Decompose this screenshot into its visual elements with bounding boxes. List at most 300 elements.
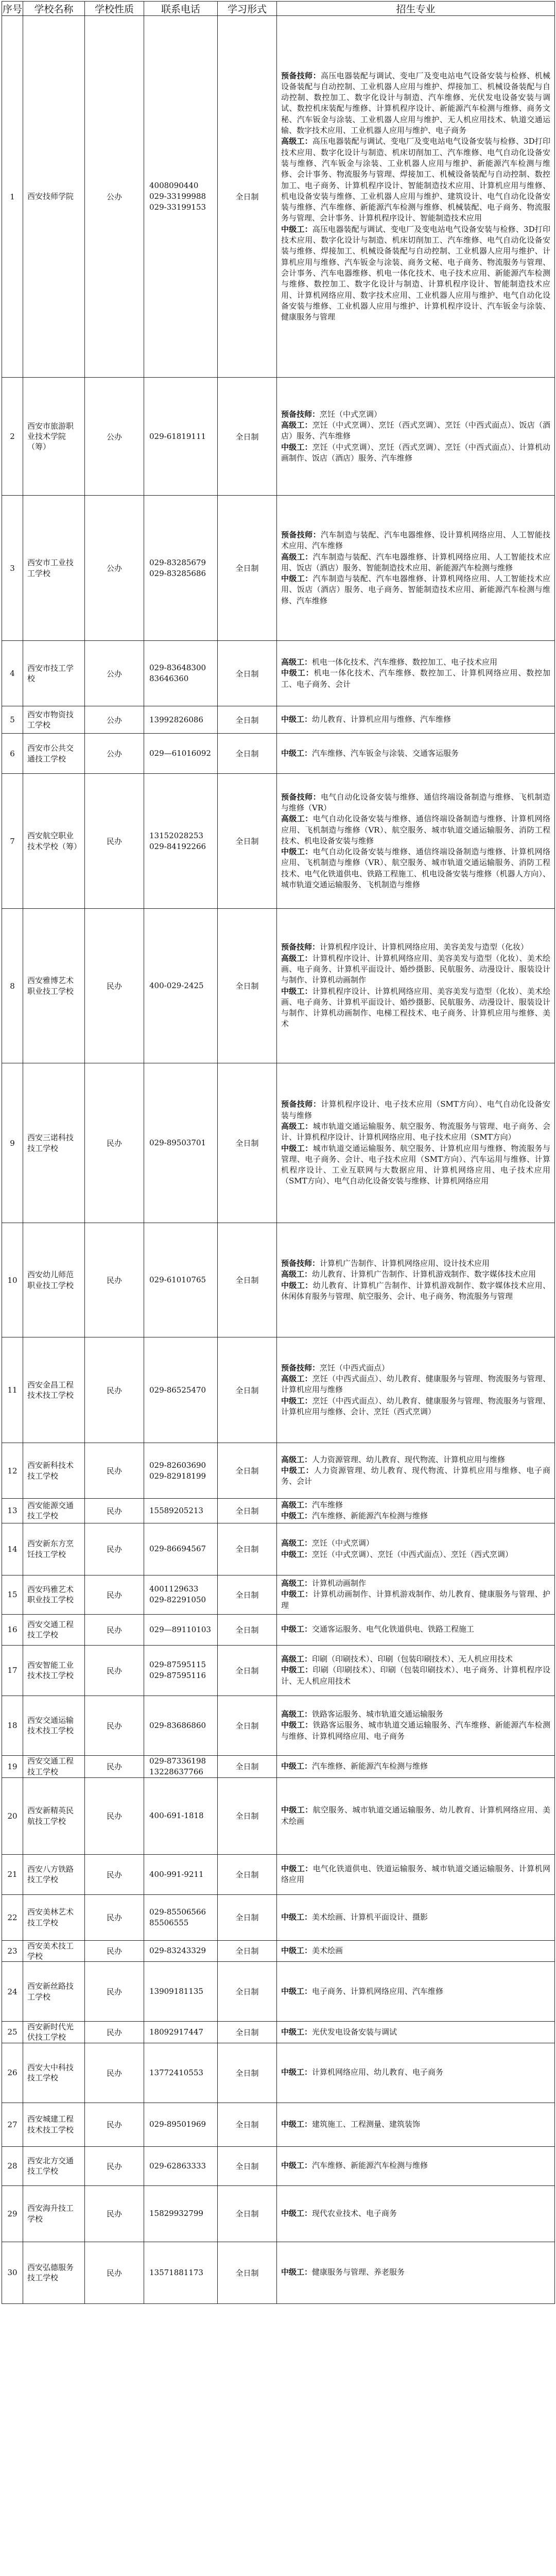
level-majors: 计算机动画制作、计算机游戏制作、幼儿教育、健康服务与管理、护理: [281, 1589, 550, 1610]
major-level: [281, 1538, 550, 1549]
school-name: 西安美术技工学校: [23, 1940, 85, 1962]
row-index: 17: [2, 1645, 23, 1696]
table-row: [2, 734, 555, 774]
major-level: [281, 1624, 550, 1635]
row-index: 15: [2, 1575, 23, 1614]
major-level: [281, 224, 550, 323]
level-label: 高级工：: [281, 1579, 312, 1588]
level-label: 中级工：: [281, 668, 314, 678]
major-level: [281, 814, 550, 846]
major-level: [281, 1099, 550, 1121]
header-row: [2, 2, 555, 16]
majors-cell: [277, 1223, 555, 1337]
level-majors: 光伏发电设备安装与调试: [312, 2027, 397, 2037]
level-label: 中级工：: [281, 986, 312, 996]
row-index: 12: [2, 1443, 23, 1499]
major-level: [281, 2160, 550, 2171]
level-majors: 幼儿教育、计算机应用与维修、汽车维修: [312, 715, 451, 724]
majors-cell: [277, 706, 555, 734]
major-level: [281, 1549, 550, 1560]
majors-cell: [277, 1443, 555, 1499]
study-mode: 全日制: [218, 1499, 277, 1523]
level-label: 中级工：: [281, 1549, 312, 1559]
major-level: [281, 409, 550, 420]
table-row: [2, 1223, 555, 1337]
level-majors: 城市轨道交通运输服务、航空服务、物流服务与管理、电子商务、会计、计算机程序设计、计算机网络应用、电子技术应用（SMT方向）: [281, 1121, 550, 1142]
level-majors: 电子商务、计算机网络应用、汽车维修: [312, 1986, 444, 1996]
phone-number: 400-029-2425: [149, 981, 204, 990]
phone-number: 13992826086: [149, 715, 203, 724]
school-type: 公办: [85, 496, 144, 641]
school-name: 西安航空职业技术学校（筹）: [23, 774, 85, 909]
level-label: 中级工：: [281, 1761, 312, 1771]
school-name: 西安市技工学校: [23, 641, 85, 706]
study-mode: 全日制: [218, 641, 277, 706]
level-majors: 电气自动化设备安装与维修、通信终端设备制造与维修、计算机网络应用、飞机制造与维修（VR）、航空服务、城市轨道交通运输服务、消防工程技术、电气化铁道供电、铁路工程施工、机电设备安装与维修（机器人方向）、城市轨道交通运输服务、飞机制造与维修: [281, 847, 550, 890]
major-level: [281, 1805, 550, 1827]
major-level: [281, 1589, 550, 1611]
major-level: [281, 2208, 550, 2219]
level-label: 预备技师：: [281, 792, 321, 802]
level-label: 中级工：: [281, 2067, 312, 2077]
majors-cell: [277, 1337, 555, 1443]
school-type: 民办: [85, 1962, 144, 2022]
school-type: 公办: [85, 706, 144, 734]
majors-cell: [277, 1777, 555, 1854]
study-mode: 全日制: [218, 1223, 277, 1337]
major-level: [281, 1269, 550, 1280]
major-level: [281, 2119, 550, 2130]
school-name: 西安交通运输技术技工学校: [23, 1696, 85, 1755]
phone-cell: [144, 734, 218, 774]
level-label: 中级工：: [281, 1863, 313, 1873]
level-label: 预备技师：: [281, 530, 321, 539]
row-index: 23: [2, 1940, 23, 1962]
school-name: 西安大中科技技工学校: [23, 2043, 85, 2103]
table-row: [2, 1696, 555, 1755]
major-level: [281, 668, 550, 690]
phone-number: 029-83686860: [149, 1720, 206, 1730]
major-level: [281, 1945, 550, 1956]
phone-number: 029-33199988: [149, 192, 206, 201]
school-name: 西安八方铁路技工学校: [23, 1854, 85, 1894]
level-label: 高级工：: [281, 814, 313, 824]
school-name: 西安交通工程技工学校: [23, 1755, 85, 1777]
level-majors: 汽车维修、汽车钣金与涂装、交通客运服务: [312, 748, 459, 758]
level-majors: 汽车制造与装配、汽车电器维修、计算机网络应用、人工智能技术应用、饭店（酒店）服务、电子商务、智能制造技术应用、新能源汽车检测与维修、汽车维修: [281, 574, 550, 605]
phone-number: 029-82291050: [149, 1595, 206, 1605]
school-type: 民办: [85, 909, 144, 1063]
level-label: 预备技师：: [281, 942, 320, 952]
school-type: 民办: [85, 2146, 144, 2185]
school-name: 西安市公共交通技工学校: [23, 734, 85, 774]
phone-cell: [144, 496, 218, 641]
phone-cell: [144, 1614, 218, 1645]
major-level: [281, 2267, 550, 2278]
level-label: 预备技师：: [281, 1258, 320, 1268]
major-level: [281, 530, 550, 552]
major-level: [281, 552, 550, 574]
header-school-type: 学校性质: [85, 2, 144, 16]
school-name: 西安新时代光伏技工学校: [23, 2022, 85, 2043]
school-name: 西安城建工程技术技工学校: [23, 2103, 85, 2146]
major-level: [281, 1465, 550, 1487]
level-label: 中级工：: [281, 442, 312, 452]
table-row: [2, 1940, 555, 1962]
study-mode: 全日制: [218, 1894, 277, 1940]
level-label: 高级工：: [281, 420, 312, 430]
phone-cell: [144, 16, 218, 378]
majors-cell: [277, 496, 555, 641]
level-label: 中级工：: [281, 1665, 313, 1675]
phone-number: 029—89110103: [149, 1624, 211, 1634]
majors-cell: [277, 2022, 555, 2043]
level-majors: 计算机广告制作、计算机网络应用、设计技术应用: [320, 1258, 490, 1268]
study-mode: 全日制: [218, 1614, 277, 1645]
phone-number: 029-33199153: [149, 202, 206, 212]
phone-cell: [144, 641, 218, 706]
table-row: [2, 1755, 555, 1777]
major-level: [281, 1665, 550, 1687]
majors-cell: [277, 1940, 555, 1962]
phone-cell: [144, 909, 218, 1063]
table-row: [2, 2146, 555, 2185]
school-name: 西安金昌工程技术技工学校: [23, 1337, 85, 1443]
majors-cell: [277, 1523, 555, 1575]
table-row: [2, 1777, 555, 1854]
study-mode: 全日制: [218, 1063, 277, 1223]
major-level: [281, 1454, 550, 1465]
school-type: 民办: [85, 2022, 144, 2043]
table-row: [2, 1063, 555, 1223]
school-type: 公办: [85, 16, 144, 378]
row-index: 29: [2, 2185, 23, 2242]
level-label: 高级工：: [281, 953, 312, 963]
level-majors: 电气自动化设备安装与维修、通信终端设备制造与维修、计算机网络应用、飞机制造与维修（VR）、航空服务、城市轨道交通运输服务、消防工程技术、机电设备安装与维修: [281, 814, 550, 845]
study-mode: 全日制: [218, 378, 277, 496]
major-level: [281, 748, 550, 759]
level-label: 中级工：: [281, 2161, 312, 2171]
majors-cell: [277, 909, 555, 1063]
level-label: 中级工：: [281, 1805, 313, 1815]
majors-cell: [277, 2043, 555, 2103]
school-type: 民办: [85, 774, 144, 909]
phone-number: 13571881173: [149, 2267, 203, 2277]
level-majors: 美术绘画、计算机平面设计、摄影: [312, 1912, 428, 1922]
level-majors: 计算机程序设计、电子技术应用（SMT方向）、电气自动化设备安装与维修: [281, 1099, 550, 1120]
majors-cell: [277, 2103, 555, 2146]
school-name: 西安市物资技工学校: [23, 706, 85, 734]
school-name: 西安新丝路技工学校: [23, 1962, 85, 2022]
row-index: 6: [2, 734, 23, 774]
phone-cell: [144, 1894, 218, 1940]
major-level: [281, 1396, 550, 1418]
row-index: 2: [2, 378, 23, 496]
level-label: 中级工：: [281, 1720, 313, 1730]
level-majors: 铁路客运服务、城市轨道交通运输服务、汽车维修、新能源汽车检测与维修、计算机网络应用、电子商务: [281, 1720, 550, 1741]
level-majors: 航空服务、城市轨道交通运输服务、幼儿教育、计算机网络应用、美术绘画: [281, 1805, 550, 1826]
phone-number: 029-89501969: [149, 2120, 206, 2129]
phone-cell: [144, 706, 218, 734]
row-index: 8: [2, 909, 23, 1063]
study-mode: 全日制: [218, 1645, 277, 1696]
phone-number: 400-691-1818: [149, 1811, 204, 1821]
level-label: 预备技师：: [281, 1363, 320, 1372]
row-index: 22: [2, 1894, 23, 1940]
level-majors: 建筑施工、工程测量、建筑装饰: [312, 2119, 421, 2129]
row-index: 13: [2, 1499, 23, 1523]
study-mode: 全日制: [218, 16, 277, 378]
level-majors: 城市轨道交通运输服务、航空服务、计算机应用与维修、物流服务与管理、电子商务、会计、电子技术应用（SMT方向）、汽车运用与维修、计算机程序设计、工业互联网与大数据应用、计算机网络应用、电子技术应用（SMT方向）、电气自动化设备安装与维修、计算机网络应用: [281, 1143, 550, 1186]
majors-cell: [277, 1755, 555, 1777]
majors-cell: [277, 1063, 555, 1223]
majors-cell: [277, 1854, 555, 1894]
majors-cell: [277, 774, 555, 909]
phone-number: 4001129633: [149, 1584, 199, 1594]
table-row: [2, 378, 555, 496]
school-name: 西安玛雅艺术职业技工学校: [23, 1575, 85, 1614]
major-level: [281, 71, 550, 137]
school-type: 民办: [85, 1696, 144, 1755]
phone-number: 029-86525470: [149, 1385, 206, 1395]
phone-number: 83646360: [149, 674, 189, 683]
phone-number: 029-83285686: [149, 568, 206, 578]
phone-cell: [144, 1777, 218, 1854]
phone-cell: [144, 1940, 218, 1962]
school-name: 西安新精英民航技工学校: [23, 1777, 85, 1854]
header-study-mode: 学习形式: [218, 2, 277, 16]
row-index: 14: [2, 1523, 23, 1575]
level-label: 预备技师：: [281, 409, 320, 419]
phone-number: 13909181135: [149, 1987, 203, 1996]
school-type: 民办: [85, 2185, 144, 2242]
major-level: [281, 714, 550, 725]
school-name: 西安北方交通技工学校: [23, 2146, 85, 2185]
major-level: [281, 442, 550, 464]
header-phone: 联系电话: [144, 2, 218, 16]
row-index: 28: [2, 2146, 23, 2185]
major-level: [281, 2067, 550, 2078]
table-row: [2, 2242, 555, 2303]
study-mode: 全日制: [218, 1523, 277, 1575]
phone-number: 029-82603690: [149, 1460, 206, 1470]
level-majors: 烹饪（中式烹调）: [320, 409, 382, 419]
majors-cell: [277, 641, 555, 706]
study-mode: 全日制: [218, 2146, 277, 2185]
major-level: [281, 1912, 550, 1923]
major-level: [281, 846, 550, 890]
table-row: [2, 1443, 555, 1499]
phone-number: 029-83648300: [149, 663, 206, 672]
row-index: 30: [2, 2242, 23, 2303]
school-type: 公办: [85, 378, 144, 496]
school-type: 民办: [85, 1645, 144, 1696]
level-majors: 电气化铁道供电、铁道运输服务、城市轨道交通运输服务、计算机网络应用: [281, 1863, 550, 1885]
level-majors: 汽车维修、新能源汽车检测与维修: [312, 1761, 428, 1771]
school-name: 西安市旅游职业技术学院（筹）: [23, 378, 85, 496]
major-level: [281, 1986, 550, 1997]
level-majors: 计算机动画制作: [312, 1579, 367, 1588]
level-majors: 汽车制造与装配、汽车电器维修、设计算机网络应用、人工智能技术应用、汽车维修: [281, 530, 550, 551]
level-label: 高级工：: [281, 1538, 312, 1548]
phone-number: 029-61819111: [149, 431, 206, 441]
phone-number: 029-85506566: [149, 1907, 206, 1917]
study-mode: 全日制: [218, 2185, 277, 2242]
school-name: 西安美林艺术技工学校: [23, 1894, 85, 1940]
study-mode: 全日制: [218, 1575, 277, 1614]
level-majors: 高压电器装配与调试、变电厂及变电站电气设备安装与检修、3D打印技术应用、数字化设计与制造、机床切削加工、汽车维修、电气自动化设备安装与维修、汽车钣金与涂装、工业机器人应用与维护、新能源汽车检测与维修、会计事务、物流服务与管理、焊接加工、机械设备装配与自动控制、数控加工、电子商务、计算机程序设计、智能制造技术应用、计算机应用与维修、机电设备安装与维修、工业机器人应用与维护、建筑设计、电气自动化设备安装与维修、汽车维修、新能源汽车检测与维修、机械装配、电子商务、物流服务与管理、会计事务、计算机程序设计、智能制造技术应用: [281, 137, 550, 223]
majors-cell: [277, 1614, 555, 1645]
level-majors: 烹饪（中西式面点）、幼儿教育、健康服务与管理、物流服务与管理、计算机应用与维修、会计、烹饪（西式烹调）: [281, 1396, 550, 1416]
school-name: 西安技师学院: [23, 16, 85, 378]
row-index: 24: [2, 1962, 23, 2022]
majors-cell: [277, 1894, 555, 1940]
school-name: 西安市工业技工学校: [23, 496, 85, 641]
school-type: 民办: [85, 1337, 144, 1443]
study-mode: 全日制: [218, 496, 277, 641]
majors-cell: [277, 16, 555, 378]
level-majors: 汽车制造与装配、汽车电器维修、计算机网络应用、人工智能技术应用、饭店（酒店）服务、智能制造技术应用、新能源汽车检测与维修: [281, 552, 550, 572]
level-label: 高级工：: [281, 657, 312, 667]
row-index: 5: [2, 706, 23, 734]
major-level: [281, 942, 550, 953]
header-index: 序号: [2, 2, 23, 16]
major-level: [281, 1720, 550, 1742]
level-majors: 现代农业技术、电子商务: [312, 2208, 397, 2218]
level-majors: 烹饪（中西式面点）: [320, 1363, 390, 1372]
level-majors: 机电一体化技术、汽车维修、数控加工、电子技术应用: [312, 657, 498, 667]
phone-cell: [144, 1337, 218, 1443]
row-index: 9: [2, 1063, 23, 1223]
level-label: 中级工：: [281, 2027, 312, 2037]
table-row: [2, 1854, 555, 1894]
phone-cell: [144, 1443, 218, 1499]
row-index: 19: [2, 1755, 23, 1777]
study-mode: 全日制: [218, 1443, 277, 1499]
major-level: [281, 136, 550, 224]
phone-cell: [144, 1063, 218, 1223]
level-label: 高级工：: [281, 1121, 313, 1131]
table-row: [2, 16, 555, 378]
schools-table: [2, 1, 555, 2304]
majors-cell: [277, 1645, 555, 1696]
level-majors: 汽车维修、新能源汽车检测与维修: [312, 2161, 428, 2171]
level-majors: 高压电器装配与调试、变电厂及变电站电气设备安装与检修、3D打印技术应用、数字化设计与制造、机床切削加工、汽车维修、电气自动化设备安装与维修、焊接加工、机械设备装配与自动控制、工业机器人应用与维护、计算机应用与维修、汽车钣金与涂装、商务文秘、电子商务、物流服务与管理、会计事务、汽车电器维修、机电一体化技术、电子技术应用、新能源汽车检测与维修、数控加工、数字化设计与制造、计算机程序设计、智能制造技术应用、计算机网络应用、数字技术应用、工业机器人应用与维护、电气自动化设备安装与维修、工业机器人应用与维护、计算机程序设计、汽车钣金与涂装、健康服务与管理: [281, 224, 550, 322]
school-name: 西安新科技术技工学校: [23, 1443, 85, 1499]
phone-number: 15589205213: [149, 1505, 203, 1515]
study-mode: 全日制: [218, 1777, 277, 1854]
school-type: 民办: [85, 1523, 144, 1575]
study-mode: 全日制: [218, 1696, 277, 1755]
study-mode: 全日制: [218, 2022, 277, 2043]
majors-cell: [277, 2242, 555, 2303]
row-index: 27: [2, 2103, 23, 2146]
level-majors: 健康服务与管理、养老服务: [312, 2267, 405, 2277]
level-majors: 印刷（印刷技术）、印刷（包装印刷技术）、电子商务、计算机程序设计、无人机应用技术: [281, 1665, 550, 1686]
phone-cell: [144, 774, 218, 909]
level-label: 高级工：: [281, 1709, 312, 1719]
school-name: 西安幼儿师范职业技工学校: [23, 1223, 85, 1337]
level-label: 中级工：: [281, 1589, 313, 1599]
major-level: [281, 1363, 550, 1374]
level-majors: 计算机网络应用、幼儿教育、电子商务: [312, 2067, 444, 2077]
level-label: 高级工：: [281, 552, 313, 562]
school-name: 西安雅博艺术职业技工学校: [23, 909, 85, 1063]
study-mode: 全日制: [218, 1962, 277, 2022]
school-type: 民办: [85, 1443, 144, 1499]
majors-cell: [277, 734, 555, 774]
school-type: 公办: [85, 641, 144, 706]
major-level: [281, 657, 550, 668]
level-majors: 机电一体化技术、汽车维修、数控加工、计算机网络应用、数控加工、电子商务、会计: [281, 668, 550, 689]
level-label: 中级工：: [281, 1912, 312, 1922]
study-mode: 全日制: [218, 734, 277, 774]
level-majors: 幼儿教育、计算机广告制作、计算机游戏制作、数字媒体技术应用、休闲体育服务与管理、航空服务、会计、电子商务、物流服务与管理: [281, 1280, 550, 1301]
table-row: [2, 2185, 555, 2242]
row-index: 18: [2, 1696, 23, 1755]
school-type: 民办: [85, 2043, 144, 2103]
level-label: 中级工：: [281, 1396, 312, 1405]
phone-number: 029-89503701: [149, 1138, 206, 1147]
phone-number: 029-62863333: [149, 2161, 206, 2171]
phone-number: 13152028253: [149, 831, 203, 840]
level-label: 中级工：: [281, 574, 313, 584]
school-name: 西安智能工业技术技工学校: [23, 1645, 85, 1696]
level-majors: 铁路客运服务、城市轨道交通运输服务: [312, 1709, 444, 1719]
row-index: 4: [2, 641, 23, 706]
row-index: 16: [2, 1614, 23, 1645]
school-type: 民办: [85, 1755, 144, 1777]
phone-number: 029-87595116: [149, 1671, 206, 1681]
phone-number: 029-82918199: [149, 1471, 206, 1481]
phone-number: 029-87336198: [149, 1756, 206, 1766]
level-majors: 美术绘画: [312, 1946, 343, 1956]
table-row: [2, 1575, 555, 1614]
study-mode: 全日制: [218, 2242, 277, 2303]
school-type: 民办: [85, 1499, 144, 1523]
table-row: [2, 2043, 555, 2103]
major-level: [281, 1121, 550, 1143]
school-type: 民办: [85, 1063, 144, 1223]
level-majors: 人力资源管理、幼儿教育、现代物流、计算机应用与维修: [312, 1454, 506, 1464]
table-row: [2, 1337, 555, 1443]
phone-cell: [144, 378, 218, 496]
level-label: 中级工：: [281, 715, 312, 724]
majors-cell: [277, 1696, 555, 1755]
majors-cell: [277, 2146, 555, 2185]
study-mode: 全日制: [218, 1337, 277, 1443]
table-row: [2, 1499, 555, 1523]
major-level: [281, 1863, 550, 1886]
level-majors: 电气自动化设备安装与维修、通信终端设备制造与维修、飞机制造与维修（VR）: [281, 792, 550, 812]
level-majors: 幼儿教育、计算机广告制作、计算机游戏制作、数字媒体技术应用: [312, 1269, 536, 1279]
major-level: [281, 1258, 550, 1269]
row-index: 1: [2, 16, 23, 378]
table-row: [2, 774, 555, 909]
table-row: [2, 1523, 555, 1575]
level-label: 中级工：: [281, 1143, 313, 1153]
row-index: 26: [2, 2043, 23, 2103]
school-type: 民办: [85, 1575, 144, 1614]
phone-number: 15829932799: [149, 2209, 203, 2218]
table-row: [2, 2022, 555, 2043]
row-index: 20: [2, 1777, 23, 1854]
major-level: [281, 1143, 550, 1187]
phone-cell: [144, 1854, 218, 1894]
phone-cell: [144, 1645, 218, 1696]
majors-cell: [277, 378, 555, 496]
table-row: [2, 641, 555, 706]
